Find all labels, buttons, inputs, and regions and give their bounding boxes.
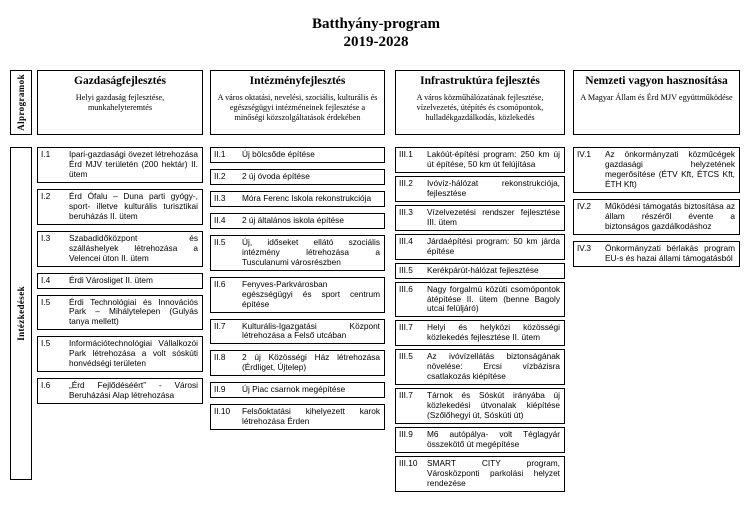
column-intezmenyfejlesztes xyxy=(210,70,385,430)
measure-text: Érd Ófalu – Duna parti gyógy-, sport- illetve kulturális turisztikai beruházás II. ütem xyxy=(69,190,198,221)
measure-text: SMART CITY program, Városközponti parkolási helyzet rendezése xyxy=(427,457,560,488)
measure-text: Tárnok és Sóskút irányába új közlekedési útvonalak kiépítése (Szőlőhegyi út, Sóskúti út) xyxy=(427,390,560,421)
measure-number: I.5 xyxy=(41,296,51,307)
measure-box xyxy=(573,199,740,235)
measure-box xyxy=(210,404,385,430)
measure-text: Ivóvíz-hálózat rekonstrukciója, fejlesztése xyxy=(427,177,560,198)
measure-box xyxy=(395,147,565,173)
measure-number: I.3 xyxy=(41,232,51,243)
column-header-infrastruktura xyxy=(395,70,565,135)
column-header-gazdasagfejlesztes xyxy=(37,70,203,135)
column-gazdasagfejlesztes xyxy=(37,70,203,404)
page-title-line1: Batthyány-program xyxy=(311,16,441,32)
measure-box xyxy=(395,456,565,492)
measure-number: II.4 xyxy=(214,214,226,225)
measure-text: 2 új óvoda építése xyxy=(242,170,310,181)
measure-box xyxy=(210,350,385,376)
measure-text: Fenyves-Parkvárosban egészségügyi és sport centrum építése xyxy=(242,278,380,309)
measure-number: IV.3 xyxy=(577,242,591,253)
page-title xyxy=(0,15,752,52)
measure-number: II.3 xyxy=(214,192,226,203)
column-header-title: Infrastruktúra fejlesztés xyxy=(420,75,540,87)
measure-list-infrastruktura xyxy=(395,147,565,492)
measure-number: III.1 xyxy=(399,149,413,159)
measure-box xyxy=(395,388,565,424)
measure-box xyxy=(210,213,385,229)
measure-number: II.8 xyxy=(214,352,226,363)
measure-box xyxy=(37,378,203,404)
measure-number: III.2 xyxy=(399,177,413,188)
measure-box xyxy=(37,336,203,372)
measure-box xyxy=(210,382,385,398)
measure-list-nemzeti-vagyon xyxy=(573,147,740,267)
measure-box xyxy=(395,176,565,202)
column-header-description: A Magyar Állam és Érd MJV együttműködése xyxy=(580,93,733,103)
column-header-title: Gazdaságfejlesztés xyxy=(74,75,166,87)
measure-box xyxy=(395,320,565,346)
measure-number: IV.2 xyxy=(577,200,591,211)
page-title-line2: 2019-2028 xyxy=(343,34,409,51)
side-label-intezkedesek: Intézkedések xyxy=(16,286,26,341)
measure-text: M6 autópálya- volt Téglagyár összekötő út megépítése xyxy=(427,429,560,450)
measure-number: II.6 xyxy=(214,278,226,289)
measure-text: Nagy forgalmú közúti csomópontok átépítése II. ütem (benne Bagoly utcai felüljáró) xyxy=(427,283,560,314)
column-header-description: A város közműhálózatának fejlesztése, vízelvezetés, útépítés és csomópontok, hulladékgazdálkodás, közlekedés xyxy=(416,93,544,123)
measure-box xyxy=(395,282,565,318)
column-header-title: Nemzeti vagyon hasznosítása xyxy=(585,75,728,87)
measure-text: Érdi Technológiai és Innovációs Park – Mihálytelepen (Gulyás tanya mellett) xyxy=(69,296,198,327)
column-header-description: A város oktatási, nevelési, szociális, kulturális és egészségügyi intézméneinek fejlesztése a minőségi közszolgáltatások érdekében xyxy=(217,93,378,123)
measure-box xyxy=(395,263,565,279)
measure-number: III.10 xyxy=(399,457,418,468)
measure-box xyxy=(37,189,203,225)
measure-box xyxy=(37,147,203,183)
measure-number: II.5 xyxy=(214,236,226,247)
measure-text: Új bölcsőde építése xyxy=(242,149,315,159)
measure-number: II.1 xyxy=(214,149,226,159)
measure-number: III.3 xyxy=(399,206,413,217)
measure-box xyxy=(37,273,203,289)
measure-text: Kerékpárút-hálózat fejlesztése xyxy=(427,264,539,275)
measure-text: 2 új általános iskola építése xyxy=(242,214,344,225)
measure-number: III.5 xyxy=(399,264,413,275)
measure-number: I.5 xyxy=(41,338,51,349)
side-label-box-alprogramok xyxy=(10,70,32,135)
measure-text: Vízelvezetési rendszer fejlesztése III. ütem xyxy=(427,206,560,227)
measure-number: III.9 xyxy=(399,429,413,440)
measure-box xyxy=(210,169,385,185)
measure-box xyxy=(210,147,385,163)
column-header-intezmenyfejlesztes xyxy=(210,70,385,135)
measure-box xyxy=(573,147,740,193)
measure-box xyxy=(210,319,385,345)
measure-text: Felsőoktatási kihelyezett karok létrehozása Érden xyxy=(242,406,380,427)
measure-text: 2 új Közösségi Ház létrehozása (Érdliget, Újtelep) xyxy=(242,352,380,373)
measure-number: II.9 xyxy=(214,384,226,395)
measure-number: II.10 xyxy=(214,406,231,417)
measure-text: Helyi és helyközi közösségi közlekedés fejlesztése II. ütem xyxy=(427,322,560,343)
measure-number: II.2 xyxy=(214,170,226,181)
measure-box xyxy=(37,231,203,267)
measure-number: III.6 xyxy=(399,283,413,294)
measure-box xyxy=(573,241,740,267)
measure-number: I.2 xyxy=(41,190,51,201)
measure-box xyxy=(210,235,385,271)
measure-number: III.7 xyxy=(399,390,413,401)
measure-number: IV.1 xyxy=(577,149,591,159)
measure-box xyxy=(395,427,565,453)
measure-text: Érdi Városliget II. ütem xyxy=(69,274,153,285)
measure-text: Ipari-gazdasági övezet létrehozása Érd MJV területén (200 hektár) II. ütem xyxy=(69,149,198,179)
measure-number: I.1 xyxy=(41,149,51,159)
measure-text: Szabadidőközpont és szálláshelyek létrehozása a Velencei úton II. ütem xyxy=(69,232,198,263)
measure-list-gazdasagfejlesztes xyxy=(37,147,203,404)
measure-number: III.7 xyxy=(399,322,413,333)
measure-text: Móra Ferenc Iskola rekonstrukciója xyxy=(242,192,372,203)
measure-number: III.4 xyxy=(399,235,413,246)
measure-number: II.7 xyxy=(214,320,226,331)
measure-text: Az önkormányzati közműcégek gazdasági helyzetének megerősítése (ÉTV Kft, ÉTCS Kft, ÉTH Kft) xyxy=(605,149,735,189)
side-label-box-intezkedesek xyxy=(10,147,32,480)
measure-box xyxy=(210,191,385,207)
measure-box xyxy=(210,277,385,313)
measure-number: III.5 xyxy=(399,351,413,362)
measure-box xyxy=(395,205,565,231)
measure-text: Működési támogatás biztosítása az állam részéről évente a biztonságos gazdálkodáshoz xyxy=(605,200,735,231)
measure-box xyxy=(395,234,565,260)
measure-text: Kulturális-Igazgatási Központ létrehozása a Felső utcában xyxy=(242,320,380,341)
measure-text: Új Piac csarnok megépítése xyxy=(242,384,346,395)
measure-text: Információtechnológiai Vállalkozói Park létrehozása a volt sóskúti honvédségi területen xyxy=(69,338,198,369)
column-header-description: Helyi gazdaság fejlesztése, munkahelyteremtés xyxy=(75,93,165,113)
measure-text: „Érd Fejlődéséért” - Városi Beruházási Alap létrehozása xyxy=(69,380,198,401)
column-infrastruktura-fejlesztes xyxy=(395,70,565,492)
column-header-nemzeti-vagyon xyxy=(573,70,740,135)
measure-text: Önkormányzati bérlakás program EU-s és hazai állami támogatásból xyxy=(605,242,735,263)
measure-number: I.4 xyxy=(41,274,51,285)
measure-list-intezmenyfejlesztes xyxy=(210,147,385,430)
column-nemzeti-vagyon xyxy=(573,70,740,267)
measure-text: Új, időseket ellátó szociális intézmény létrehozása a Tusculanumi városrészben xyxy=(242,236,380,267)
measure-box xyxy=(395,349,565,385)
measure-number: I.6 xyxy=(41,380,51,391)
side-label-alprogramok: Alprogramok xyxy=(16,74,26,131)
measure-text: Az ivóvízellátás biztonságának növelése: Ercsi vízbázisra csatlakozás kiépítése xyxy=(427,351,560,382)
measure-text: Járdaépítési program: 50 km járda építése xyxy=(427,235,560,256)
measure-text: Lakóút-építési program: 250 km új út építése, 50 km út felújítása xyxy=(427,149,560,169)
measure-box xyxy=(37,295,203,331)
column-header-title: Intézményfejlesztés xyxy=(249,75,346,87)
